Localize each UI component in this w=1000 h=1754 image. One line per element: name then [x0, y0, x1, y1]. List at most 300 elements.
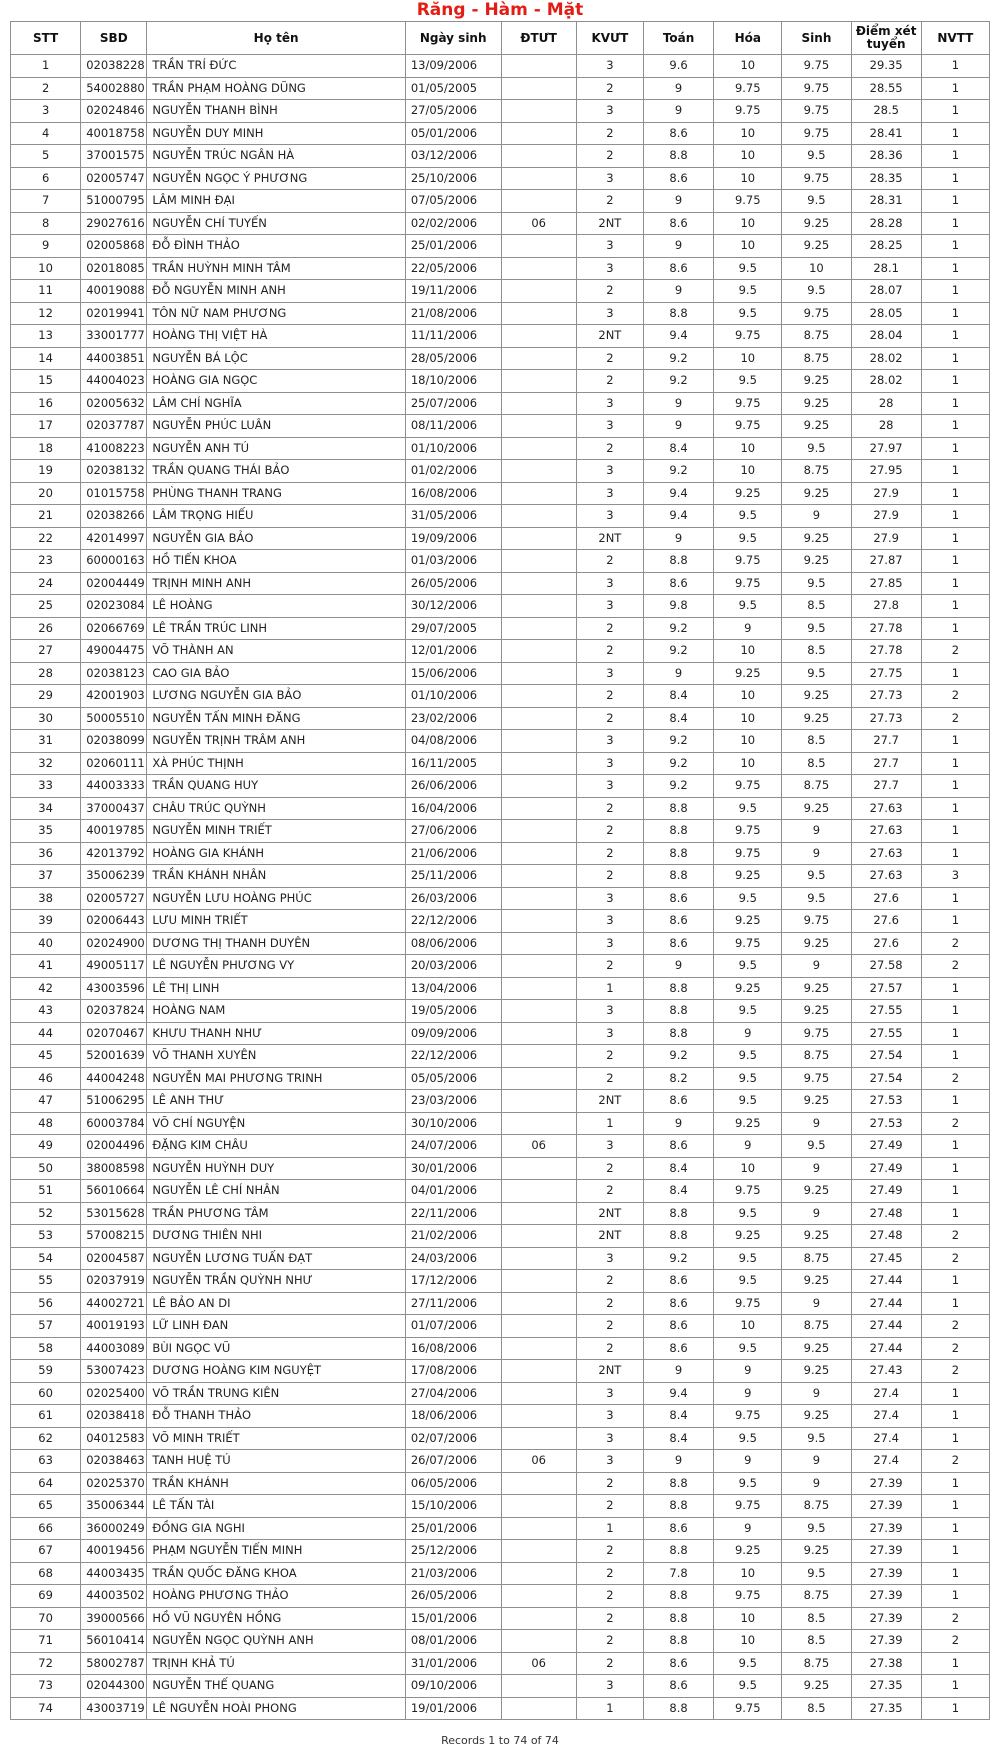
cell-stt: 20: [11, 482, 81, 505]
cell-ngay-sinh: 15/06/2006: [405, 662, 501, 685]
cell-nvtt: 1: [921, 1135, 989, 1158]
cell-sinh: 9.5: [782, 1517, 851, 1540]
column-header-hoa: Hóa: [714, 22, 782, 55]
cell-ngay-sinh: 31/01/2006: [405, 1652, 501, 1675]
cell-dtut: [501, 1697, 576, 1720]
cell-sinh: 9.25: [782, 1337, 851, 1360]
cell-ho-ten: NGUYỄN CHÍ TUYẾN: [147, 212, 405, 235]
cell-ngay-sinh: 26/07/2006: [405, 1450, 501, 1473]
cell-kvut: 3: [576, 415, 643, 438]
cell-toan: 8.6: [643, 1652, 713, 1675]
cell-hoa: 9: [714, 1450, 782, 1473]
table-row: [11, 1112, 990, 1135]
table-row: [11, 1382, 990, 1405]
cell-nvtt: 1: [921, 730, 989, 753]
cell-ngay-sinh: 21/06/2006: [405, 842, 501, 865]
table-row: [11, 415, 990, 438]
table-row: [11, 1360, 990, 1383]
cell-ho-ten: TRẦN QUANG HUY: [147, 775, 405, 798]
cell-stt: 63: [11, 1450, 81, 1473]
cell-dtut: [501, 1022, 576, 1045]
table-body: [11, 55, 990, 1720]
cell-stt: 21: [11, 505, 81, 528]
cell-sbd: 02005727: [81, 887, 147, 910]
cell-stt: 37: [11, 865, 81, 888]
cell-dtut: [501, 932, 576, 955]
cell-dtut: [501, 1405, 576, 1428]
cell-nvtt: 1: [921, 1292, 989, 1315]
cell-dtut: 06: [501, 212, 576, 235]
cell-nvtt: 1: [921, 190, 989, 213]
cell-sinh: 9.25: [782, 1090, 851, 1113]
cell-hoa: 10: [714, 235, 782, 258]
cell-sbd: 35006239: [81, 865, 147, 888]
cell-sbd: 02038132: [81, 460, 147, 483]
cell-stt: 69: [11, 1585, 81, 1608]
cell-toan: 8.6: [643, 1292, 713, 1315]
cell-sinh: 9.25: [782, 212, 851, 235]
cell-ngay-sinh: 08/11/2006: [405, 415, 501, 438]
cell-ho-ten: TRẦN QUỐC ĐĂNG KHOA: [147, 1562, 405, 1585]
cell-hoa: 10: [714, 55, 782, 78]
column-header-sbd: SBD: [81, 22, 147, 55]
cell-dtut: [501, 235, 576, 258]
cell-toan: 9: [643, 415, 713, 438]
cell-ho-ten: NGUYỄN NGỌC QUỲNH ANH: [147, 1630, 405, 1653]
cell-diem-xet-tuyen: 28.05: [851, 302, 921, 325]
cell-diem-xet-tuyen: 27.97: [851, 437, 921, 460]
cell-stt: 36: [11, 842, 81, 865]
cell-diem-xet-tuyen: 27.39: [851, 1562, 921, 1585]
cell-nvtt: 1: [921, 797, 989, 820]
cell-stt: 40: [11, 932, 81, 955]
cell-dtut: [501, 977, 576, 1000]
cell-diem-xet-tuyen: 27.4: [851, 1450, 921, 1473]
cell-diem-xet-tuyen: 27.44: [851, 1337, 921, 1360]
cell-nvtt: 2: [921, 955, 989, 978]
cell-ho-ten: HOÀNG NAM: [147, 1000, 405, 1023]
table-row: [11, 730, 990, 753]
cell-sinh: 9.75: [782, 1067, 851, 1090]
table-row: [11, 820, 990, 843]
cell-sbd: 36000249: [81, 1517, 147, 1540]
cell-kvut: 2: [576, 1472, 643, 1495]
cell-dtut: [501, 527, 576, 550]
cell-hoa: 9.5: [714, 1675, 782, 1698]
cell-dtut: [501, 1382, 576, 1405]
cell-stt: 15: [11, 370, 81, 393]
cell-ho-ten: LÂM MINH ĐẠI: [147, 190, 405, 213]
cell-sbd: 40019785: [81, 820, 147, 843]
cell-nvtt: 2: [921, 1630, 989, 1653]
cell-diem-xet-tuyen: 27.78: [851, 617, 921, 640]
cell-diem-xet-tuyen: 27.44: [851, 1270, 921, 1293]
cell-hoa: 9.5: [714, 1652, 782, 1675]
table-row: [11, 617, 990, 640]
cell-kvut: 2: [576, 1607, 643, 1630]
cell-ho-ten: CAO GIA BẢO: [147, 662, 405, 685]
cell-ngay-sinh: 16/04/2006: [405, 797, 501, 820]
cell-dtut: [501, 325, 576, 348]
cell-ngay-sinh: 08/01/2006: [405, 1630, 501, 1653]
cell-stt: 74: [11, 1697, 81, 1720]
cell-diem-xet-tuyen: 27.78: [851, 640, 921, 663]
cell-hoa: 10: [714, 685, 782, 708]
cell-stt: 67: [11, 1540, 81, 1563]
cell-stt: 25: [11, 595, 81, 618]
cell-hoa: 9: [714, 1517, 782, 1540]
cell-toan: 8.6: [643, 1135, 713, 1158]
cell-kvut: 2: [576, 955, 643, 978]
cell-diem-xet-tuyen: 28: [851, 415, 921, 438]
table-row: [11, 1607, 990, 1630]
cell-kvut: 3: [576, 167, 643, 190]
cell-nvtt: 2: [921, 1337, 989, 1360]
table-row: [11, 752, 990, 775]
cell-dtut: [501, 1360, 576, 1383]
cell-sinh: 9.5: [782, 145, 851, 168]
cell-stt: 65: [11, 1495, 81, 1518]
cell-stt: 34: [11, 797, 81, 820]
cell-toan: 8.8: [643, 1540, 713, 1563]
cell-diem-xet-tuyen: 27.54: [851, 1067, 921, 1090]
cell-dtut: 06: [501, 1135, 576, 1158]
cell-sinh: 9: [782, 955, 851, 978]
cell-ngay-sinh: 18/10/2006: [405, 370, 501, 393]
cell-ngay-sinh: 01/03/2006: [405, 550, 501, 573]
cell-diem-xet-tuyen: 27.54: [851, 1045, 921, 1068]
cell-dtut: [501, 505, 576, 528]
cell-ho-ten: NGUYỄN MAI PHƯƠNG TRINH: [147, 1067, 405, 1090]
cell-sinh: 9.25: [782, 1405, 851, 1428]
cell-ngay-sinh: 23/02/2006: [405, 707, 501, 730]
column-header-toan: Toán: [643, 22, 713, 55]
cell-toan: 8.4: [643, 685, 713, 708]
table-row: [11, 572, 990, 595]
cell-sbd: 02025400: [81, 1382, 147, 1405]
column-header-nvtt: NVTT: [921, 22, 989, 55]
cell-diem-xet-tuyen: 28.25: [851, 235, 921, 258]
cell-ngay-sinh: 26/05/2006: [405, 572, 501, 595]
cell-hoa: 9.25: [714, 662, 782, 685]
cell-sinh: 9.75: [782, 910, 851, 933]
cell-nvtt: 1: [921, 392, 989, 415]
cell-kvut: 2: [576, 640, 643, 663]
cell-sinh: 9.25: [782, 707, 851, 730]
cell-sbd: 41008223: [81, 437, 147, 460]
cell-sinh: 8.5: [782, 640, 851, 663]
cell-diem-xet-tuyen: 27.87: [851, 550, 921, 573]
cell-toan: 8.6: [643, 1517, 713, 1540]
cell-dtut: [501, 550, 576, 573]
cell-ngay-sinh: 28/05/2006: [405, 347, 501, 370]
cell-ho-ten: TRẦN KHÁNH NHÂN: [147, 865, 405, 888]
table-row: [11, 280, 990, 303]
cell-ngay-sinh: 01/02/2006: [405, 460, 501, 483]
cell-nvtt: 1: [921, 842, 989, 865]
cell-ho-ten: NGUYỄN LƯU HOÀNG PHÚC: [147, 887, 405, 910]
cell-hoa: 9: [714, 617, 782, 640]
table-row: [11, 1225, 990, 1248]
cell-toan: 9.2: [643, 1045, 713, 1068]
cell-ho-ten: TRẦN HUỲNH MINH TÂM: [147, 257, 405, 280]
table-row: [11, 257, 990, 280]
table-row: [11, 77, 990, 100]
table-row: [11, 167, 990, 190]
cell-ngay-sinh: 25/01/2006: [405, 235, 501, 258]
cell-hoa: 9.5: [714, 370, 782, 393]
cell-stt: 41: [11, 955, 81, 978]
cell-ngay-sinh: 19/01/2006: [405, 1697, 501, 1720]
cell-hoa: 9.5: [714, 280, 782, 303]
cell-diem-xet-tuyen: 28.55: [851, 77, 921, 100]
cell-sbd: 44003502: [81, 1585, 147, 1608]
cell-stt: 8: [11, 212, 81, 235]
cell-kvut: 1: [576, 977, 643, 1000]
cell-kvut: 3: [576, 1450, 643, 1473]
cell-hoa: 9.5: [714, 1090, 782, 1113]
cell-sbd: 35006344: [81, 1495, 147, 1518]
cell-diem-xet-tuyen: 27.45: [851, 1247, 921, 1270]
cell-sbd: 51006295: [81, 1090, 147, 1113]
cell-sinh: 9.75: [782, 100, 851, 123]
cell-toan: 8.6: [643, 167, 713, 190]
cell-dtut: [501, 100, 576, 123]
cell-ho-ten: NGUYỄN GIA BẢO: [147, 527, 405, 550]
cell-kvut: 2: [576, 550, 643, 573]
cell-sinh: 9.75: [782, 1022, 851, 1045]
cell-diem-xet-tuyen: 28.35: [851, 167, 921, 190]
table-row: [11, 235, 990, 258]
cell-kvut: 2: [576, 1540, 643, 1563]
cell-kvut: 2: [576, 145, 643, 168]
cell-kvut: 2: [576, 1180, 643, 1203]
cell-kvut: 1: [576, 1697, 643, 1720]
cell-dtut: [501, 662, 576, 685]
cell-toan: 9.2: [643, 730, 713, 753]
cell-toan: 8.8: [643, 1022, 713, 1045]
cell-ngay-sinh: 31/05/2006: [405, 505, 501, 528]
cell-diem-xet-tuyen: 27.39: [851, 1540, 921, 1563]
cell-dtut: [501, 1000, 576, 1023]
cell-diem-xet-tuyen: 27.38: [851, 1652, 921, 1675]
cell-diem-xet-tuyen: 27.58: [851, 955, 921, 978]
cell-ho-ten: NGUYỄN DUY MINH: [147, 122, 405, 145]
cell-sbd: 02018085: [81, 257, 147, 280]
cell-hoa: 9.5: [714, 1045, 782, 1068]
cell-diem-xet-tuyen: 27.39: [851, 1472, 921, 1495]
cell-dtut: [501, 1180, 576, 1203]
cell-toan: 8.8: [643, 797, 713, 820]
cell-sinh: 8.5: [782, 1630, 851, 1653]
cell-stt: 54: [11, 1247, 81, 1270]
cell-nvtt: 1: [921, 325, 989, 348]
cell-stt: 43: [11, 1000, 81, 1023]
cell-toan: 8.6: [643, 932, 713, 955]
cell-kvut: 3: [576, 257, 643, 280]
cell-dtut: [501, 77, 576, 100]
cell-sinh: 8.5: [782, 730, 851, 753]
cell-sbd: 02044300: [81, 1675, 147, 1698]
cell-sbd: 44004023: [81, 370, 147, 393]
table-row: [11, 550, 990, 573]
cell-kvut: 3: [576, 1000, 643, 1023]
cell-sinh: 8.75: [782, 775, 851, 798]
cell-sbd: 44003435: [81, 1562, 147, 1585]
cell-sinh: 8.75: [782, 1652, 851, 1675]
cell-stt: 12: [11, 302, 81, 325]
cell-kvut: 2NT: [576, 1360, 643, 1383]
cell-nvtt: 2: [921, 707, 989, 730]
column-header-diem-xet-tuyen: Điểm xét tuyển: [851, 22, 921, 55]
cell-hoa: 10: [714, 167, 782, 190]
cell-toan: 8.4: [643, 1180, 713, 1203]
cell-sbd: 02070467: [81, 1022, 147, 1045]
cell-diem-xet-tuyen: 27.8: [851, 595, 921, 618]
cell-toan: 8.8: [643, 977, 713, 1000]
cell-toan: 8.8: [643, 1495, 713, 1518]
table-row: [11, 1157, 990, 1180]
cell-toan: 8.6: [643, 257, 713, 280]
cell-stt: 35: [11, 820, 81, 843]
cell-dtut: [501, 55, 576, 78]
cell-sbd: 60000163: [81, 550, 147, 573]
cell-nvtt: 1: [921, 302, 989, 325]
cell-nvtt: 2: [921, 1067, 989, 1090]
cell-toan: 8.4: [643, 1405, 713, 1428]
cell-sinh: 9.25: [782, 1540, 851, 1563]
cell-diem-xet-tuyen: 28.5: [851, 100, 921, 123]
cell-dtut: 06: [501, 1450, 576, 1473]
cell-hoa: 9.5: [714, 1247, 782, 1270]
cell-diem-xet-tuyen: 27.48: [851, 1225, 921, 1248]
cell-kvut: 3: [576, 752, 643, 775]
cell-kvut: 2: [576, 1270, 643, 1293]
cell-ho-ten: DƯƠNG THỊ THANH DUYÊN: [147, 932, 405, 955]
cell-kvut: 2NT: [576, 1090, 643, 1113]
cell-stt: 71: [11, 1630, 81, 1653]
cell-ngay-sinh: 01/07/2006: [405, 1315, 501, 1338]
table-row: [11, 437, 990, 460]
cell-kvut: 2: [576, 1337, 643, 1360]
cell-dtut: [501, 1247, 576, 1270]
cell-ngay-sinh: 22/12/2006: [405, 1045, 501, 1068]
cell-hoa: 9.5: [714, 1000, 782, 1023]
cell-dtut: [501, 392, 576, 415]
cell-hoa: 9.75: [714, 820, 782, 843]
cell-ho-ten: XÀ PHÚC THỊNH: [147, 752, 405, 775]
cell-kvut: 3: [576, 775, 643, 798]
cell-nvtt: 1: [921, 145, 989, 168]
cell-ho-ten: NGUYỄN PHÚC LUÂN: [147, 415, 405, 438]
cell-ho-ten: LƯU MINH TRIẾT: [147, 910, 405, 933]
cell-sinh: 9.25: [782, 1180, 851, 1203]
table-row: [11, 1315, 990, 1338]
cell-stt: 27: [11, 640, 81, 663]
cell-ngay-sinh: 17/08/2006: [405, 1360, 501, 1383]
cell-nvtt: 1: [921, 1472, 989, 1495]
table-row: [11, 887, 990, 910]
cell-diem-xet-tuyen: 27.49: [851, 1180, 921, 1203]
cell-sinh: 8.5: [782, 1697, 851, 1720]
cell-kvut: 2: [576, 122, 643, 145]
cell-toan: 9.8: [643, 595, 713, 618]
cell-nvtt: 1: [921, 1427, 989, 1450]
cell-ngay-sinh: 25/12/2006: [405, 1540, 501, 1563]
cell-kvut: 2: [576, 865, 643, 888]
cell-sbd: 02004587: [81, 1247, 147, 1270]
column-header-dtut: ĐTƯT: [501, 22, 576, 55]
cell-ngay-sinh: 01/10/2006: [405, 437, 501, 460]
cell-toan: 9: [643, 1112, 713, 1135]
cell-hoa: 9.5: [714, 1427, 782, 1450]
cell-nvtt: 1: [921, 1382, 989, 1405]
cell-toan: 9: [643, 392, 713, 415]
cell-kvut: 2: [576, 1562, 643, 1585]
cell-nvtt: 1: [921, 1675, 989, 1698]
cell-dtut: [501, 1562, 576, 1585]
cell-ho-ten: LÊ ANH THƯ: [147, 1090, 405, 1113]
cell-hoa: 9.75: [714, 325, 782, 348]
cell-sinh: 9.25: [782, 235, 851, 258]
cell-ho-ten: TRẦN KHÁNH: [147, 1472, 405, 1495]
cell-dtut: [501, 955, 576, 978]
column-header-sinh: Sinh: [782, 22, 851, 55]
cell-toan: 8.8: [643, 820, 713, 843]
cell-hoa: 9.75: [714, 1180, 782, 1203]
cell-stt: 4: [11, 122, 81, 145]
cell-nvtt: 1: [921, 55, 989, 78]
cell-kvut: 2: [576, 347, 643, 370]
cell-sbd: 02025370: [81, 1472, 147, 1495]
cell-ngay-sinh: 21/02/2006: [405, 1225, 501, 1248]
cell-hoa: 9.75: [714, 550, 782, 573]
cell-sinh: 9: [782, 1472, 851, 1495]
cell-kvut: 2NT: [576, 212, 643, 235]
cell-sinh: 8.75: [782, 347, 851, 370]
cell-sinh: 9: [782, 1157, 851, 1180]
cell-ho-ten: LÂM TRỌNG HIẾU: [147, 505, 405, 528]
cell-stt: 62: [11, 1427, 81, 1450]
table-row: [11, 797, 990, 820]
cell-hoa: 9.75: [714, 1585, 782, 1608]
cell-dtut: [501, 1517, 576, 1540]
cell-hoa: 9.5: [714, 595, 782, 618]
cell-nvtt: 1: [921, 167, 989, 190]
cell-nvtt: 1: [921, 617, 989, 640]
cell-sbd: 54002880: [81, 77, 147, 100]
cell-nvtt: 1: [921, 1000, 989, 1023]
table-row: [11, 910, 990, 933]
cell-stt: 61: [11, 1405, 81, 1428]
cell-hoa: 9.75: [714, 77, 782, 100]
cell-hoa: 10: [714, 730, 782, 753]
cell-nvtt: 1: [921, 370, 989, 393]
cell-ngay-sinh: 13/04/2006: [405, 977, 501, 1000]
cell-ho-ten: LÊ THỊ LINH: [147, 977, 405, 1000]
cell-sbd: 52001639: [81, 1045, 147, 1068]
cell-ho-ten: BÙI NGỌC VŨ: [147, 1337, 405, 1360]
cell-stt: 58: [11, 1337, 81, 1360]
cell-sinh: 9.75: [782, 77, 851, 100]
cell-hoa: 10: [714, 1562, 782, 1585]
cell-dtut: [501, 302, 576, 325]
cell-stt: 53: [11, 1225, 81, 1248]
cell-dtut: [501, 595, 576, 618]
cell-sbd: 50005510: [81, 707, 147, 730]
cell-toan: 8.4: [643, 437, 713, 460]
cell-ngay-sinh: 19/05/2006: [405, 1000, 501, 1023]
